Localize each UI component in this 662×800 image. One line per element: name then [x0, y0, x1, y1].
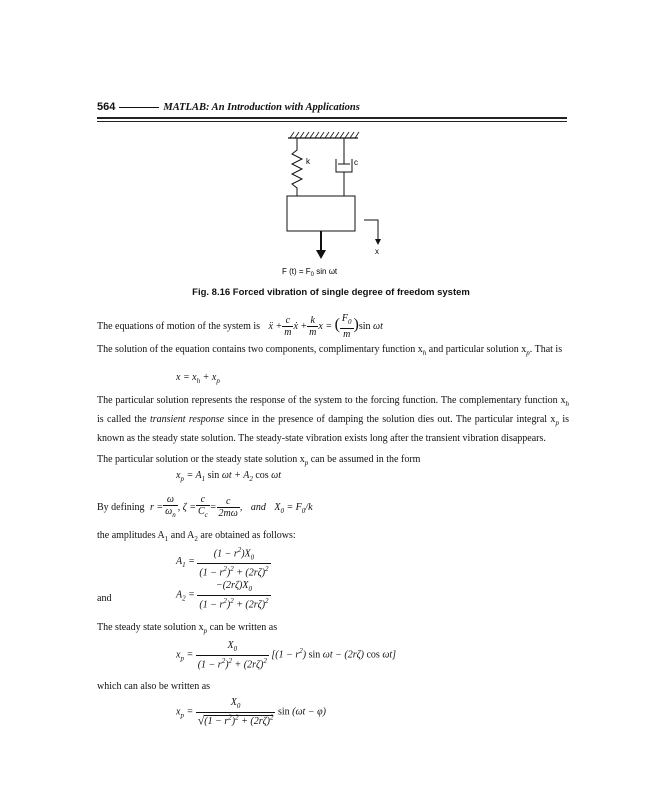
spring [292, 138, 302, 196]
paragraph-steady-written: The steady state solution $x_p$ can be written as [97, 622, 278, 635]
eq-A2: $A_2$ = $\frac{-(2r\zeta)X_0}{(1 - r^2)^2 + (2r\zeta)^2}$ [176, 580, 269, 611]
eq-x-sum: $x = x_h + x_p$ [176, 372, 220, 385]
paragraph-solution-components: The solution of the equation contains two components, complimentary function $x_h$ and particular solution $x_p$. That is [97, 344, 563, 357]
force-arrow [316, 231, 326, 259]
header-dash [119, 107, 159, 108]
spring-damper-diagram [270, 128, 400, 278]
eq-xp-phase: $x_p$ = $\frac{X_0}{√(1 - r^2)^2 + (2r\zeta)^2}$ sin (ωt − φ) [176, 697, 326, 728]
paragraph-also-written: which can also be written as [97, 681, 211, 692]
paragraph-steady-assumed: The particular solution or the steady state solution $x_p$ can be assumed in the form [97, 454, 421, 467]
paragraph-particular-solution: The particular solution represents the response of the system to the forcing function. The complementary function $x_h$ is called the transient response since in the presence of damping the solution dies out. The particular integral $x_p$ is known as the steady state solution. The steady-state vibration exists long after the transient vibration disappears. [97, 395, 569, 444]
mass-block [287, 196, 355, 231]
damper-label: c [354, 158, 358, 167]
running-header [97, 101, 567, 115]
fixed-support [288, 132, 359, 138]
book-title: MATLAB: An Introduction with Applications [163, 102, 360, 113]
defining-line: By defining r = $\frac{\omega}{\omega_n}$ , ζ = $\frac{c}{C_c}$ = $\frac{c}{2m\omega}$ , and $X_0 = F_0/k$ [97, 494, 313, 519]
eq-xp-form: $x_p = A_1$ $\sin \omega t + A_2$ cos ωt [176, 470, 282, 483]
eq-A1: $A_1$ = $\frac{(1 - r^2)X_0}{(1 - r^2)^2 + (2r\zeta)^2}$ [176, 546, 269, 579]
displacement-arrow [364, 220, 381, 245]
header-rule-thick [97, 117, 567, 119]
eq-xp-full: $x_p$ = $\frac{X_0}{(1 - r^2)^2 + (2r\zeta)^2}$ [$(1 - r^2)$ sin ωt − (2rζ) cos ωt] [176, 640, 397, 671]
and-label: and [97, 593, 112, 604]
spring-label: k [306, 157, 310, 166]
force-label: F $(t) = F_0$ sin ωt [282, 267, 338, 278]
paragraph-amplitudes: the amplitudes $A_1$ and $A_2$ are obtained as follows: [97, 530, 296, 543]
page-number: 564 [97, 101, 116, 113]
figure-caption: Fig. 8.16 Forced vibration of single degree of freedom system [192, 287, 470, 298]
header-rule-thin [97, 121, 567, 122]
eq-motion-formula: ẍ + $\frac{c}{m}$ ẋ + $\frac{k}{m}$ x = ( $\frac{F_0}{m}$ )sin ωt [268, 313, 383, 340]
damper [336, 138, 352, 196]
displacement-label: x [375, 247, 379, 256]
eq-motion-line: The equations of motion of the system is ẍ + $\frac{c}{m}$ ẋ + $\frac{k}{m}$ x = ( $\frac{F_0}{m}$ )sin ωt [97, 313, 383, 340]
